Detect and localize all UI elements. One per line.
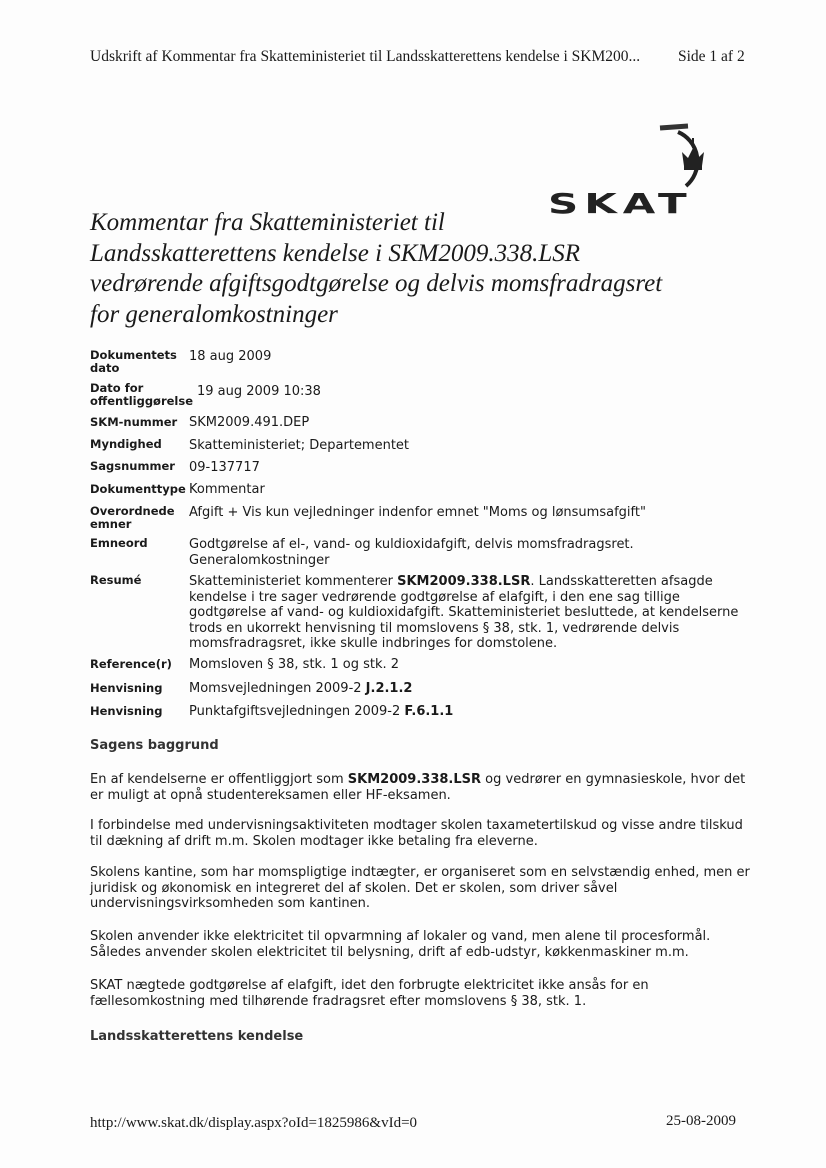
- footer-date: 25-08-2009: [666, 1113, 736, 1129]
- resume-link[interactable]: SKM2009.338.LSR: [397, 574, 531, 589]
- reference-text: Punktafgiftsvejledningen 2009-2: [189, 704, 405, 719]
- resume-text: Skatteministeriet kommenterer: [189, 574, 398, 589]
- skat-logo: [548, 118, 718, 218]
- document-title: [90, 208, 730, 330]
- section-heading-baggrund: Sagens baggrund: [90, 738, 219, 753]
- meta-label: Resumé: [90, 573, 142, 587]
- paragraph-text: og vedrører en gymnasieskole, hvor det er muligt at opnå studentereksamen eller HF-eksamen.: [90, 772, 746, 803]
- title-line: Landsskatterettens kendelse i SKM2009.338.LSR: [90, 239, 580, 267]
- meta-label: Henvisning: [90, 681, 163, 695]
- paragraph: Skolens kantine, som har momspligtige indtægter, er organiseret som en selvstændig enhed, men er juridisk og økonomisk en integreret del af skolen. Det er skolen, som driver såvel undervisningsvirksomheden som kantinen.: [90, 865, 750, 911]
- reference-link[interactable]: F.6.1.1: [404, 704, 454, 719]
- title-line: for generalomkostninger: [90, 300, 338, 328]
- reference-text: Momsvejledningen 2009-2: [189, 681, 366, 696]
- meta-value: 19 aug 2009 10:38: [197, 384, 321, 399]
- meta-value: [189, 704, 749, 720]
- section-heading-kendelse: Landsskatterettens kendelse: [90, 1029, 304, 1044]
- meta-label: Overordnede emner: [90, 504, 175, 531]
- meta-label: Reference(r): [90, 657, 172, 671]
- paragraph: [90, 772, 755, 803]
- meta-value: [189, 681, 749, 697]
- paragraph: SKAT nægtede godtgørelse af elafgift, idet den forbrugte elektricitet ikke ansås for en fællesomkostning med tilhørende fradragsret efter momslovens § 38, stk. 1.: [90, 978, 649, 1009]
- meta-value: Godtgørelse af el-, vand- og kuldioxidafgift, delvis momsfradragsret. Generalomkostninger: [189, 537, 634, 568]
- meta-value: [189, 574, 749, 652]
- meta-label: Dato for offentliggørelse: [90, 381, 194, 408]
- crown-icon: [548, 118, 718, 193]
- meta-value: Skatteministeriet; Departementet: [189, 438, 410, 453]
- footer-url: http://www.skat.dk/display.aspx?oId=1825986&vId=0: [90, 1115, 418, 1131]
- meta-value: 18 aug 2009: [189, 349, 272, 364]
- paragraph: Skolen anvender ikke elektricitet til opvarmning af lokaler og vand, men alene til procesformål. Således anvender skolen elektricitet til belysning, drift af edb-udstyr, køkkenmaskiner m.m.: [90, 929, 711, 960]
- meta-value: 09-137717: [189, 460, 260, 475]
- meta-value: Afgift + Vis kun vejledninger indenfor emnet "Moms og lønsumsafgift": [189, 505, 646, 520]
- meta-value: SKM2009.491.DEP: [189, 415, 310, 430]
- title-line: vedrørende afgiftsgodtgørelse og delvis momsfradragsret: [90, 270, 663, 297]
- meta-value: Kommentar: [189, 482, 265, 497]
- meta-label: SKM-nummer: [90, 415, 178, 429]
- case-link[interactable]: SKM2009.338.LSR: [347, 772, 482, 787]
- meta-label: Myndighed: [90, 437, 162, 451]
- meta-label: Emneord: [90, 536, 148, 550]
- skat-wordmark: SKAT: [548, 187, 693, 220]
- meta-value: Momsloven § 38, stk. 1 og stk. 2: [189, 657, 400, 672]
- meta-label: Dokumenttype: [90, 482, 186, 496]
- meta-label: Sagsnummer: [90, 459, 175, 473]
- paragraph-text: En af kendelserne er offentliggjort som: [90, 772, 348, 787]
- meta-label: Henvisning: [90, 704, 163, 718]
- page-number: Side 1 af 2: [678, 48, 745, 65]
- meta-label: Dokumentets dato: [90, 348, 177, 375]
- print-header-title: Udskrift af Kommentar fra Skatteministeriet til Landsskatterettens kendelse i SKM200...: [90, 48, 641, 65]
- resume-text: . Landsskatteretten afsagde kendelse i tre sager vedrørende godtgørelse af elafgift, i den ene sag tillige godtgørelse af vand- og kuldioxidafgift. Skatteministeriet besluttede, at kendelserne trods en ukorrekt henvisning til momslovens § 38, stk. 1, vedrørende delvis momsfradragsret, ikke skulle indbringes for domstolene.: [189, 574, 739, 651]
- reference-link[interactable]: J.2.1.2: [365, 681, 413, 696]
- paragraph: I forbindelse med undervisningsaktiviteten modtager skolen taxametertilskud og visse andre tilskud til dækning af drift m.m. Skolen modtager ikke betaling fra eleverne.: [90, 818, 743, 849]
- title-line: Kommentar fra Skatteministeriet til: [90, 209, 445, 236]
